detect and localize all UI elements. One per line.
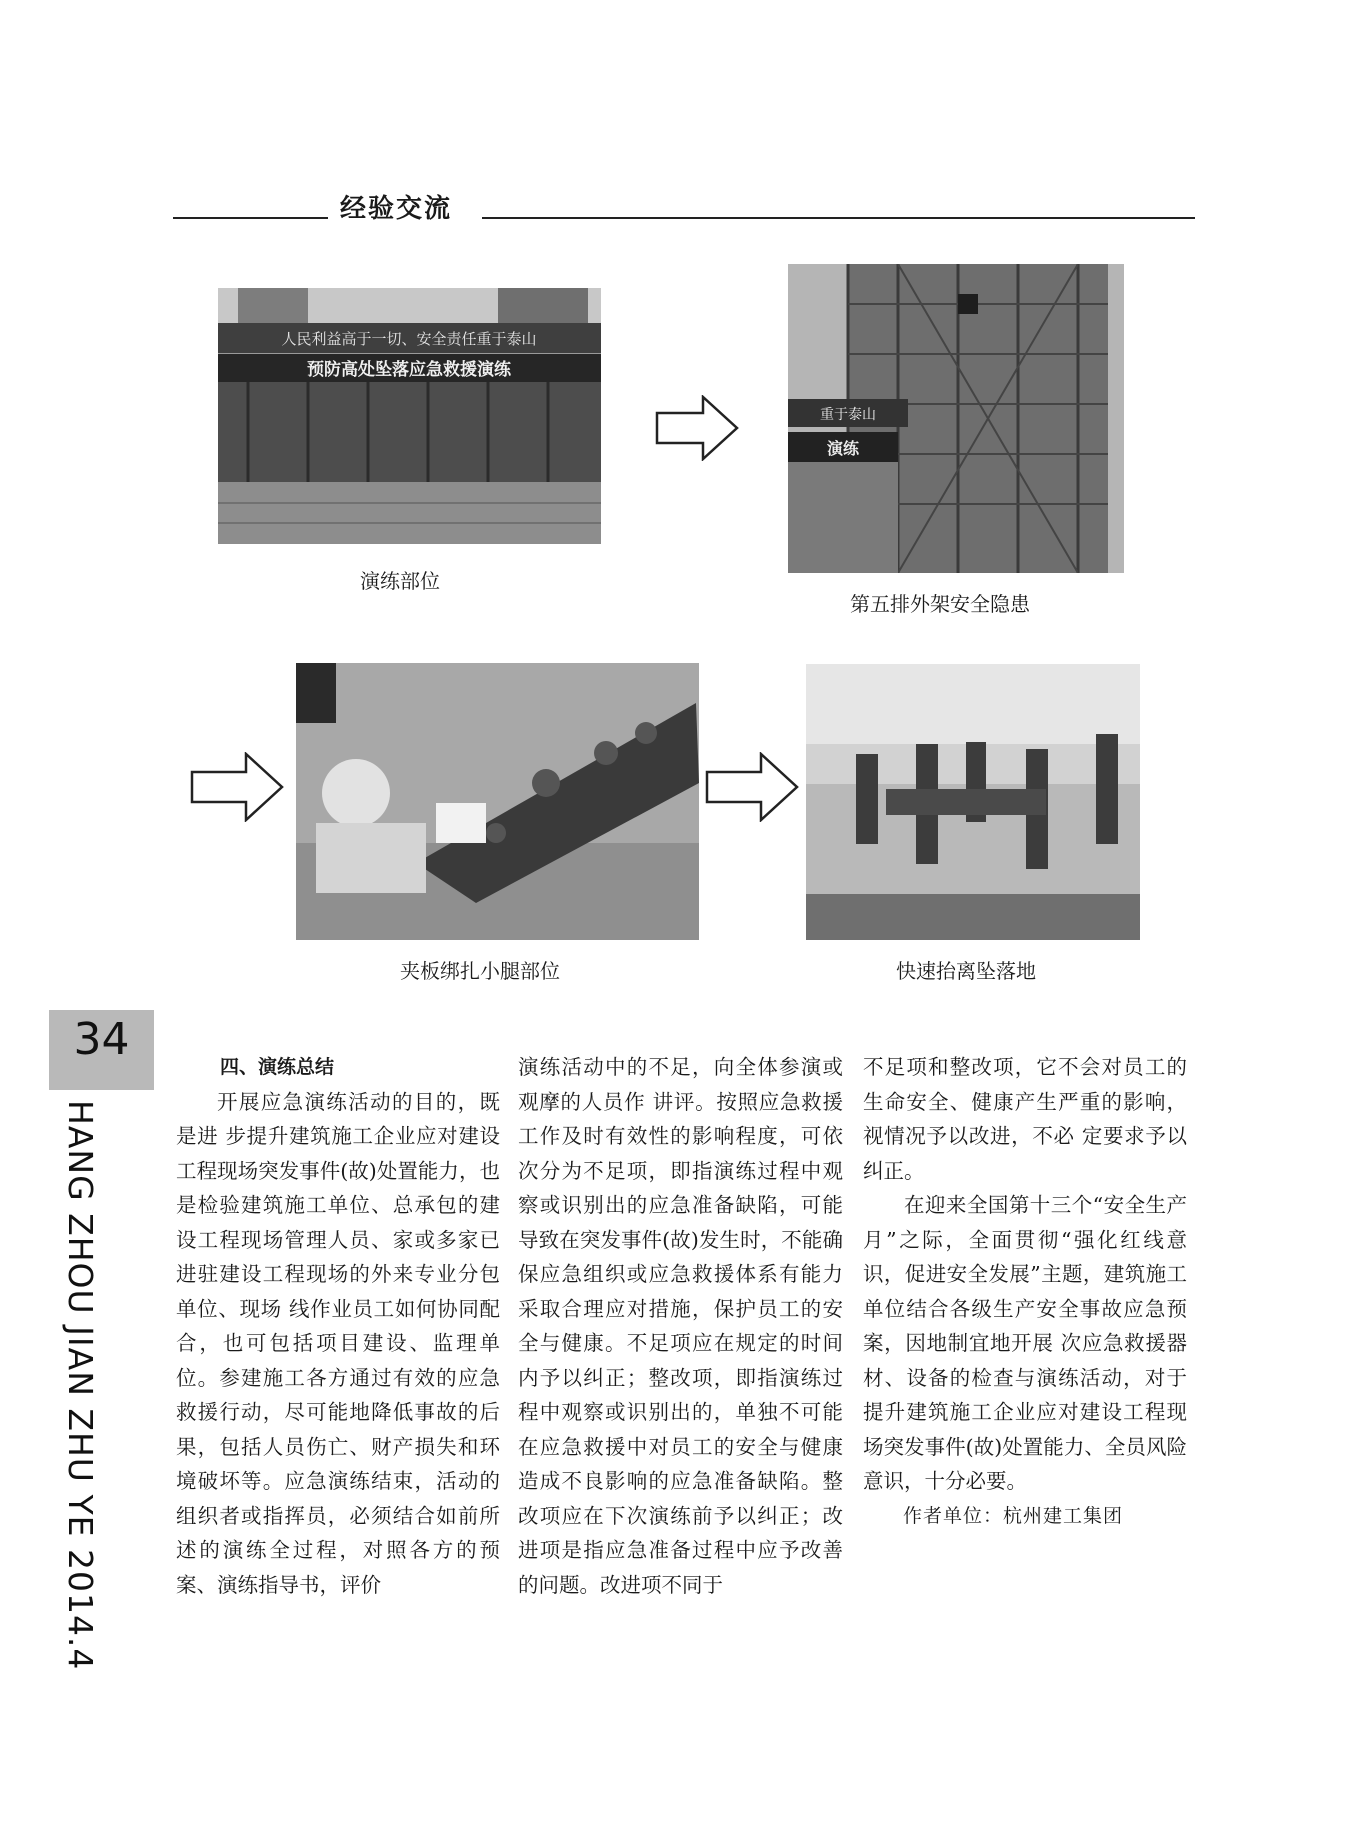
banner-fragment-top: 重于泰山 <box>820 407 876 423</box>
article-column-1 <box>176 1050 500 1602</box>
paragraph: 在迎来全国第十三个“安全生产月”之际，全面贯彻“强化红线意识，促进安全发展”主题，建筑施工单位结合各级生产安全事故应急预案，因地制宜地开展 次应急救援器材、设备的检查与演练活动，对于提升建筑施工企业应对建设工程现场突发事件(故)处置能力、全员风险意识，十分必要。 <box>863 1193 1187 1493</box>
paragraph: 开展应急演练活动的目的，既是进 步提升建筑施工企业应对建设工程现场突发事件(故)处置能力，也是检验建筑施工单位、总承包的建设工程现场管理人员、家或多家已进驻建设工程现场的外来专业分包单位、现场 线作业员工如何协同配合，也可包括项目建设、监理单位。参建施工各方通过有效的应急救援行动，尽可能地降低事故的后果，包括人员伤亡、财产损失和环境破坏等。应急演练结束，活动的组织者或指挥员，必须结合如前所述的演练全过程，对照各方的预案、演练指导书，评价 <box>176 1089 500 1597</box>
photo-scaffold-hazard <box>788 264 1124 573</box>
caption-scaffold-hazard: 第五排外架安全隐患 <box>850 592 1030 616</box>
caption-splint-leg: 夹板绑扎小腿部位 <box>400 959 560 983</box>
paragraph: 演练活动中的不足，向全体参演或观摩的人员作 讲评。按照应急救援工作及时有效性的影响程度，可依次分为不足项，即指演练过程中观察或识别出的应急准备缺陷，可能导致在突发事件(故)发生时，不能确保应急组织或应急救援体系有能力采取合理应对措施，保护员工的安全与健康。不足项应在规定的时间内予以纠正；整改项，即指演练过程中观察或识别出的，单独不可能在应急救援中对员工的安全与健康造成不良影响的应急准备缺陷。整改项应在下次演练前予以纠正；改进项是指应急准备过程中应予改善的问题。改进项不同于 <box>518 1055 843 1597</box>
author-affiliation: 作者单位：杭州建工集团 <box>903 1504 1124 1527</box>
paragraph: 不足项和整改项，它不会对员工的生命安全、健康产生严重的影响，视情况予以改进，不必 定要求予以纠正。 <box>863 1055 1187 1183</box>
right-arrow-icon <box>705 752 799 822</box>
journal-spine-text: HANG ZHOU JIAN ZHU YE 2014.4 <box>61 1100 100 1671</box>
section-heading: 四、演练总结 <box>220 1056 335 1078</box>
banner-fragment-bottom: 演练 <box>826 439 860 458</box>
article-column-3 <box>863 1050 1187 1533</box>
photo-stretcher-evacuation <box>806 664 1140 940</box>
caption-stretcher-evacuation: 快速抬离坠落地 <box>896 959 1036 983</box>
photo-splint-leg <box>296 663 699 940</box>
banner-top-text: 人民利益高于一切、安全责任重于泰山 <box>281 330 537 348</box>
page-number: 34 <box>73 1014 130 1065</box>
section-title: 经验交流 <box>340 194 453 224</box>
banner-bottom-text: 预防高处坠落应急救援演练 <box>307 360 511 380</box>
header-rule-right <box>482 217 1195 219</box>
right-arrow-icon <box>655 395 739 461</box>
header-rule-left <box>173 217 328 219</box>
article-column-2 <box>518 1050 843 1602</box>
right-arrow-icon <box>190 752 284 822</box>
photo-drill-site <box>218 288 601 544</box>
caption-drill-site: 演练部位 <box>360 569 440 593</box>
